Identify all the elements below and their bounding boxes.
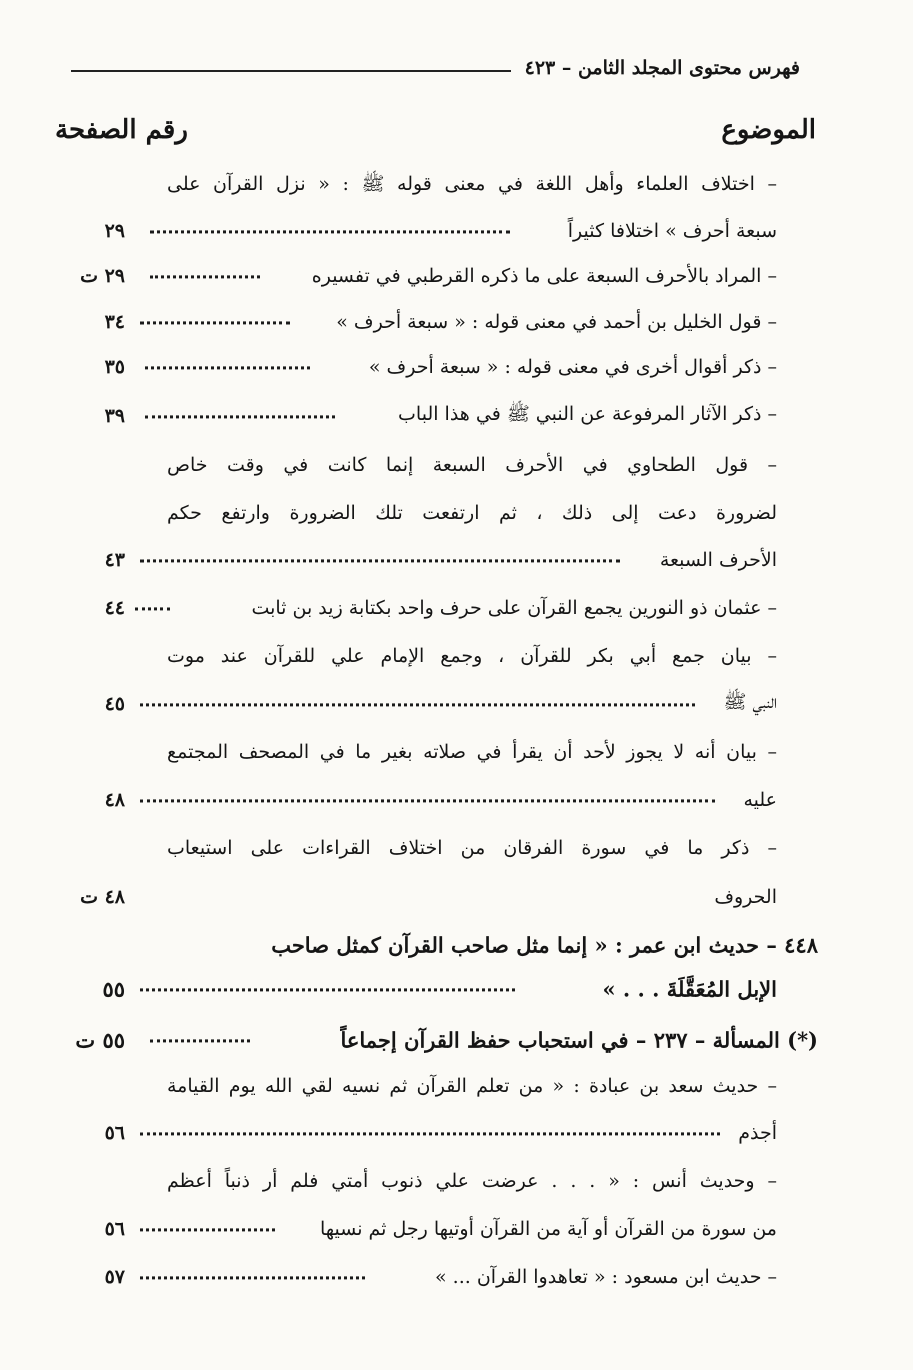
toc-page-number: ٤٤	[104, 597, 125, 619]
running-head-text: فهرس محتوى المجلد الثامن – ٤٢٣	[524, 57, 800, 79]
toc-line	[0, 163, 913, 209]
toc-entry-text: – ذكر ما في سورة الفرقان من اختلاف القراءات على استيعاب	[167, 837, 777, 859]
toc-line	[0, 393, 913, 439]
toc-entry-text: عليه	[743, 789, 777, 811]
toc-line	[0, 344, 913, 390]
toc-line	[0, 1254, 913, 1300]
leader-dots	[140, 1228, 275, 1231]
toc-page-number: ٥٥ ت	[75, 1027, 125, 1053]
leader-dots	[140, 703, 695, 706]
toc-line	[0, 825, 913, 871]
toc-entry-text: – ذكر أقوال أخرى في معنى قوله : « سبعة أحرف »	[368, 356, 777, 378]
toc-page-number: ٣٤	[104, 311, 125, 333]
toc-line	[0, 1158, 913, 1204]
toc-line	[0, 537, 913, 583]
leader-dots	[145, 415, 335, 418]
toc-page-number: ٤٥	[104, 693, 125, 715]
toc-line	[0, 729, 913, 775]
toc-entry-text: – ذكر الآثار المرفوعة عن النبي ﷺ في هذا الباب	[398, 403, 777, 425]
toc-line	[0, 681, 913, 727]
toc-page-number: ٥٥	[102, 976, 125, 1002]
leader-dots	[150, 275, 260, 278]
toc-page-number: ٣٥	[104, 356, 125, 378]
leader-dots	[150, 230, 510, 233]
toc-page-number: ٥٦	[104, 1122, 125, 1144]
leader-dots	[140, 321, 290, 324]
toc-line	[0, 490, 913, 536]
toc-page-number: ٢٩	[104, 220, 125, 242]
toc-line	[0, 874, 913, 920]
toc-entry-text: لضرورة دعت إلى ذلك ، ثم ارتفعت تلك الضرورة وارتفع حكم	[167, 502, 777, 524]
toc-line	[0, 442, 913, 488]
toc-entry-text: – قول الطحاوي في الأحرف السبعة إنما كانت في وقت خاص	[167, 454, 777, 476]
leader-dots	[140, 559, 620, 562]
toc-line	[0, 633, 913, 679]
running-head-rule	[71, 70, 511, 72]
toc-page-number: ٤٨	[104, 789, 125, 811]
toc-line	[0, 1110, 913, 1156]
toc-entry-text: – المراد بالأحرف السبعة على ما ذكره القرطبي في تفسيره	[311, 265, 777, 287]
leader-dots	[140, 1132, 720, 1135]
toc-entry-text: – عثمان ذو النورين يجمع القرآن على حرف واحد بكتابة زيد بن ثابت	[251, 597, 777, 619]
toc-line	[0, 585, 913, 631]
toc-line	[0, 922, 913, 968]
toc-entry-text: – بيان أنه لا يجوز لأحد أن يقرأ في صلاته بغير ما في المصحف المجتمع	[167, 741, 777, 763]
running-head	[40, 52, 800, 84]
toc-line	[0, 966, 913, 1012]
toc-entry-text: – حديث ابن مسعود : « تعاهدوا القرآن ... »	[435, 1266, 777, 1288]
toc-entry-text: النبي ﷺ	[723, 691, 777, 713]
toc-entry-text: – وحديث أنس : « . . . عرضت علي ذنوب أمتي فلم أر ذنباً أعظم	[167, 1170, 777, 1192]
toc-entry-text: – قول الخليل بن أحمد في معنى قوله : « سبعة أحرف »	[336, 311, 777, 333]
toc-entry-text: – بيان جمع أبي بكر للقرآن ، وجمع الإمام علي للقرآن عند موت	[167, 645, 777, 667]
toc-line	[0, 777, 913, 823]
hadith-entry-text: ٤٤٨ – حديث ابن عمر : « إنما مثل صاحب القرآن كمثل صاحب	[271, 932, 818, 958]
column-header-page-number: رقم الصفحة	[55, 115, 188, 145]
toc-page-number: ٢٩ ت	[80, 265, 125, 287]
leader-dots	[145, 366, 310, 369]
toc-line	[0, 1017, 913, 1063]
leader-dots	[140, 988, 515, 991]
toc-page-number: ٥٦	[104, 1218, 125, 1240]
toc-page-number: ٣٩	[104, 405, 125, 427]
toc-line	[0, 208, 913, 254]
toc-line	[0, 1206, 913, 1252]
toc-page-number: ٤٣	[104, 549, 125, 571]
toc-page-number: ٥٧	[104, 1266, 125, 1288]
leader-dots	[140, 1276, 365, 1279]
toc-entry-text: من سورة من القرآن أو آية من القرآن أوتيها رجل ثم نسيها	[319, 1218, 777, 1240]
leader-dots	[150, 1039, 250, 1042]
masala-entry-text: (*) المسألة – ٢٣٧ – في استحباب حفظ القرآن إجماعاً	[340, 1027, 818, 1053]
toc-entry-text: – اختلاف العلماء وأهل اللغة في معنى قوله ﷺ : « نزل القرآن على	[167, 173, 777, 195]
toc-line	[0, 253, 913, 299]
toc-line	[0, 1063, 913, 1109]
toc-page-number: ٤٨ ت	[80, 886, 125, 908]
leader-dots	[140, 799, 715, 802]
toc-entry-text: الأحرف السبعة	[659, 549, 777, 571]
toc-entry-text: – حديث سعد بن عبادة : « من تعلم القرآن ثم نسيه لقي الله يوم القيامة	[167, 1075, 777, 1097]
toc-entry-text: الحروف	[714, 886, 777, 908]
toc-entry-text: أجذم	[738, 1122, 777, 1144]
toc-line	[0, 299, 913, 345]
toc-entry-text: سبعة أحرف » اختلافا كثيراً	[567, 220, 777, 242]
leader-dots	[135, 607, 170, 610]
column-header-topic: الموضوع	[721, 115, 816, 145]
hadith-entry-text: الإبل المُعَقَّلَةَ . . . »	[602, 976, 777, 1002]
